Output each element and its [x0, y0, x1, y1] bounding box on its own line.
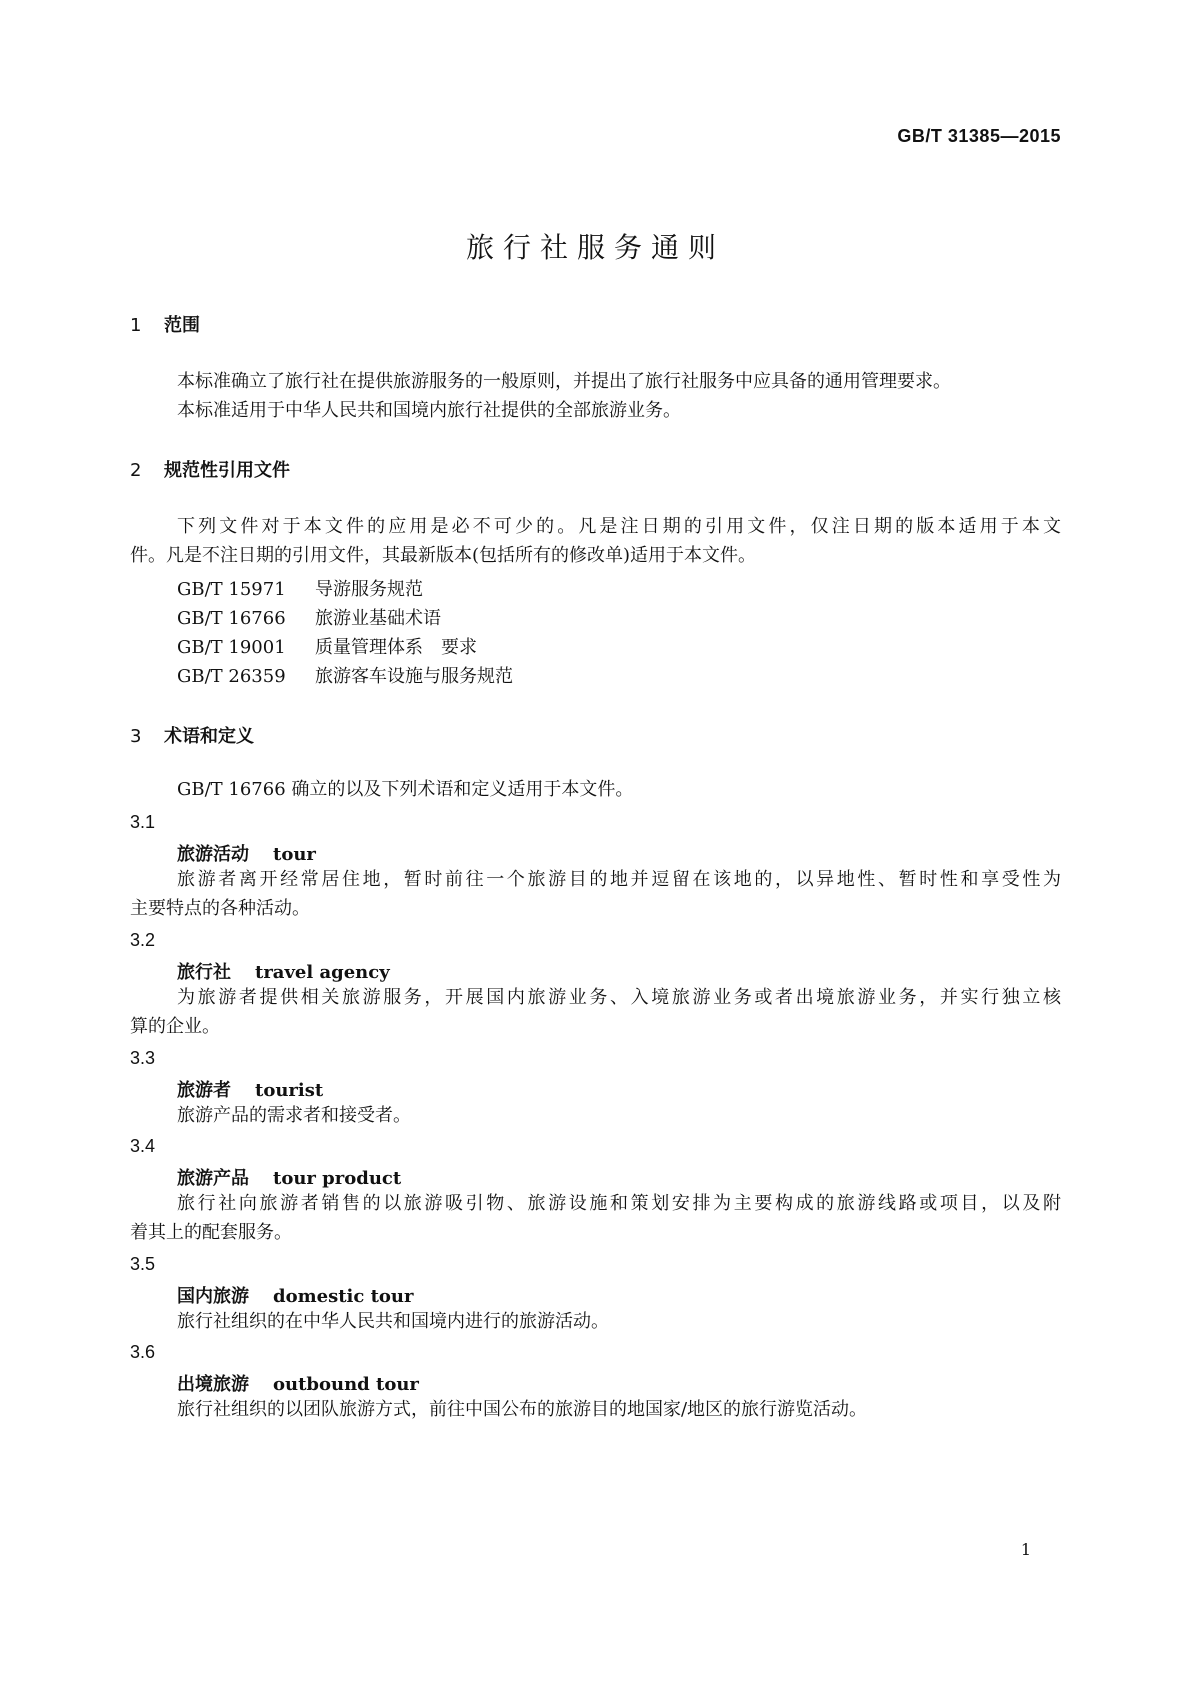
term-heading: [177, 840, 316, 866]
term-chinese: 出境旅游: [177, 1374, 249, 1395]
term-chinese: 旅游活动: [177, 844, 249, 865]
term-english: travel agency: [255, 962, 390, 983]
term-chinese: 旅行社: [177, 962, 231, 983]
section-title: 规范性引用文件: [164, 460, 290, 481]
term-english: outbound tour: [273, 1374, 419, 1395]
standard-code: GB/T 31385—2015: [897, 126, 1061, 146]
term-english: domestic tour: [273, 1286, 414, 1307]
reference-item: [177, 633, 477, 659]
term-number: 3.3: [130, 1048, 156, 1068]
reference-title: 旅游客车设施与服务规范: [315, 666, 513, 687]
reference-item: [177, 662, 513, 688]
term-heading: [177, 1164, 401, 1190]
section-3-heading: [130, 722, 254, 748]
term-chinese: 旅游产品: [177, 1168, 249, 1189]
term-chinese: 国内旅游: [177, 1286, 249, 1307]
reference-code: GB/T 26359: [177, 666, 286, 687]
reference-title: 旅游业基础术语: [315, 608, 441, 629]
term-number: 3.6: [130, 1342, 156, 1362]
section-2-intro-line-1: 下列文件对于本文件的应用是必不可少的。凡是注日期的引用文件，仅注日期的版本适用于本文: [177, 516, 1061, 537]
term-heading: [177, 958, 390, 984]
term-definition-line-1: 旅行社组织的在中华人民共和国境内进行的旅游活动。: [177, 1311, 609, 1332]
reference-code: GB/T 15971: [177, 579, 286, 600]
term-english: tour: [273, 844, 316, 865]
term-heading: [177, 1370, 419, 1396]
section-title: 术语和定义: [164, 726, 254, 747]
section-2-intro-line-2: 件。凡是不注日期的引用文件，其最新版本(包括所有的修改单)适用于本文件。: [130, 545, 757, 566]
term-english: tour product: [273, 1168, 402, 1189]
term-definition-line-2: 着其上的配套服务。: [130, 1222, 292, 1243]
section-number: 3: [130, 726, 142, 747]
term-english: tourist: [255, 1080, 324, 1101]
term-heading: [177, 1282, 414, 1308]
reference-code: GB/T 16766: [177, 608, 286, 629]
term-number: 3.1: [130, 812, 156, 832]
section-1-paragraph-2: 本标准适用于中华人民共和国境内旅行社提供的全部旅游业务。: [177, 400, 681, 421]
term-definition-line-1: 旅行社组织的以团队旅游方式，前往中国公布的旅游目的地国家/地区的旅行游览活动。: [177, 1399, 868, 1420]
section-1-paragraph-1: 本标准确立了旅行社在提供旅游服务的一般原则，并提出了旅行社服务中应具备的通用管理要求。: [177, 371, 951, 392]
reference-item: [177, 575, 423, 601]
term-number: 3.2: [130, 930, 156, 950]
section-2-heading: [130, 456, 290, 482]
section-number: 1: [130, 315, 142, 336]
term-heading: [177, 1076, 323, 1102]
section-number: 2: [130, 460, 142, 481]
term-number: 3.4: [130, 1136, 156, 1156]
section-3-intro: GB/T 16766 确立的以及下列术语和定义适用于本文件。: [177, 779, 634, 800]
term-definition-line-2: 主要特点的各种活动。: [130, 898, 310, 919]
reference-item: [177, 604, 441, 630]
term-number: 3.5: [130, 1254, 156, 1274]
page-number: 1: [1020, 1540, 1031, 1559]
term-definition-line-1: 旅游者离开经常居住地，暂时前往一个旅游目的地并逗留在该地的，以异地性、暂时性和享受性为: [177, 869, 1061, 890]
reference-title: 导游服务规范: [315, 579, 423, 600]
term-definition-line-2: 算的企业。: [130, 1016, 220, 1037]
document-title: 旅行社服务通则: [465, 231, 725, 264]
reference-title: 质量管理体系 要求: [315, 637, 477, 658]
term-chinese: 旅游者: [177, 1080, 231, 1101]
term-definition-line-1: 旅行社向旅游者销售的以旅游吸引物、旅游设施和策划安排为主要构成的旅游线路或项目，以及附: [177, 1193, 1061, 1214]
term-definition-line-1: 旅游产品的需求者和接受者。: [177, 1105, 411, 1126]
section-1-heading: [130, 311, 200, 337]
section-title: 范围: [164, 315, 200, 336]
reference-code: GB/T 19001: [177, 637, 286, 658]
term-definition-line-1: 为旅游者提供相关旅游服务，开展国内旅游业务、入境旅游业务或者出境旅游业务，并实行独立核: [177, 987, 1061, 1008]
